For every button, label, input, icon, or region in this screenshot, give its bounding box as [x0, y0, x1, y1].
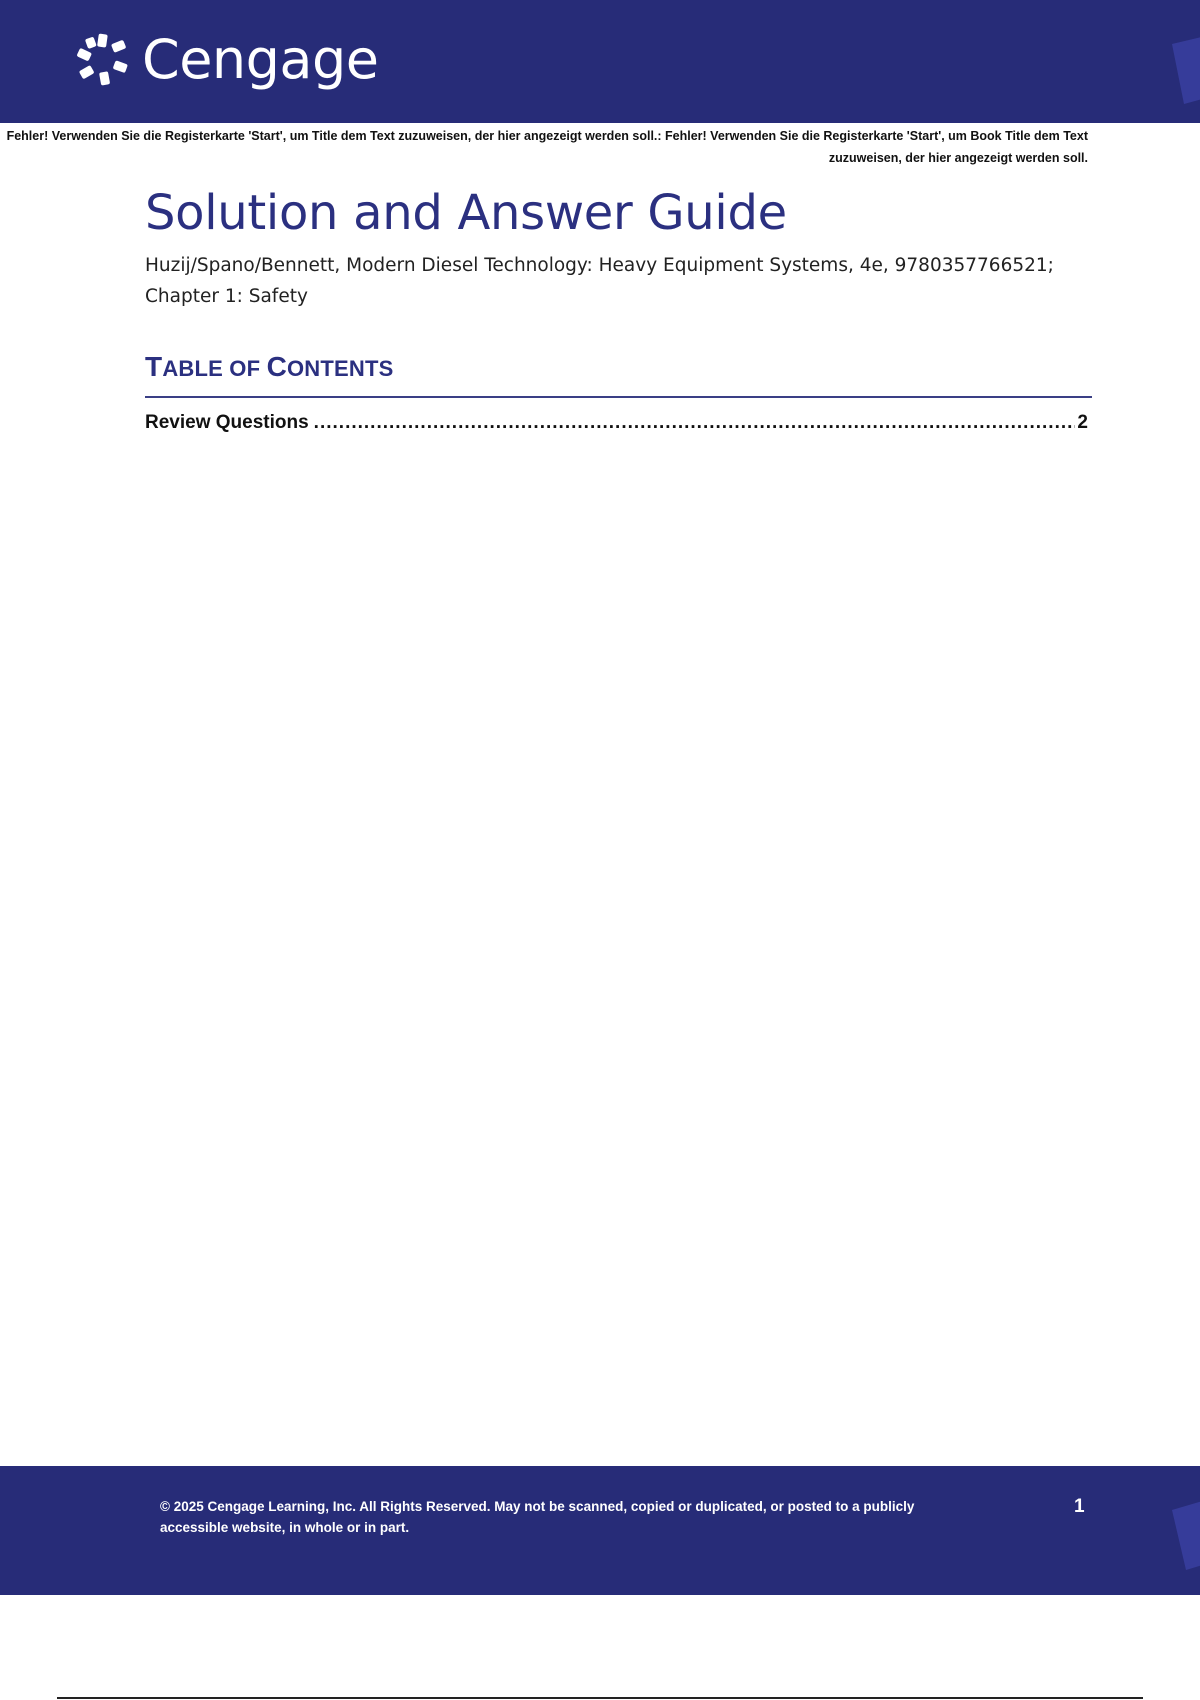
footer-band: [0, 1466, 1200, 1595]
toc-entry-review-questions[interactable]: [145, 412, 1088, 434]
toc-heading-able-of: ABLE OF: [162, 356, 267, 381]
brand-name: Cengage: [142, 28, 379, 91]
page-number: 1: [1074, 1496, 1085, 1517]
toc-heading-ontents: ONTENTS: [287, 356, 394, 381]
corner-decoration-icon: [1166, 36, 1200, 106]
toc-entry-page: 2: [1077, 412, 1088, 433]
bottom-divider: [57, 1697, 1143, 1699]
subtitle-book-line: Huzij/Spano/Bennett, Modern Diesel Technology: Heavy Equipment Systems, 4e, 9780357766521;: [145, 255, 1054, 276]
toc-heading-c: C: [266, 351, 287, 382]
corner-decoration-icon: [1166, 1500, 1200, 1570]
toc-divider: [145, 396, 1092, 398]
page-title: Solution and Answer Guide: [145, 185, 787, 241]
copyright-notice: © 2025 Cengage Learning, Inc. All Rights Reserved. May not be scanned, copied or duplicated, or posted to a publicly accessible website, in whole or in part.: [160, 1499, 915, 1535]
toc-dot-leader: [314, 412, 1076, 434]
toc-heading: [145, 352, 394, 383]
subtitle-chapter-line: Chapter 1: Safety: [145, 286, 308, 307]
header-field-error-text: Fehler! Verwenden Sie die Registerkarte 'Start', um Title dem Text zuzuweisen, der hier angezeigt werden soll.: Fehler! Verwenden Sie die Registerkarte 'Start', um Book Title dem Text zuzuweisen, der hier angezeigt werden soll.: [6, 129, 1088, 165]
document-subtitle: [145, 250, 1105, 312]
toc-heading-t: T: [145, 351, 163, 382]
cengage-logo: [74, 28, 379, 91]
header-band: [0, 0, 1200, 123]
cengage-burst-icon: [74, 32, 130, 88]
toc-entry-label: Review Questions: [145, 412, 309, 433]
